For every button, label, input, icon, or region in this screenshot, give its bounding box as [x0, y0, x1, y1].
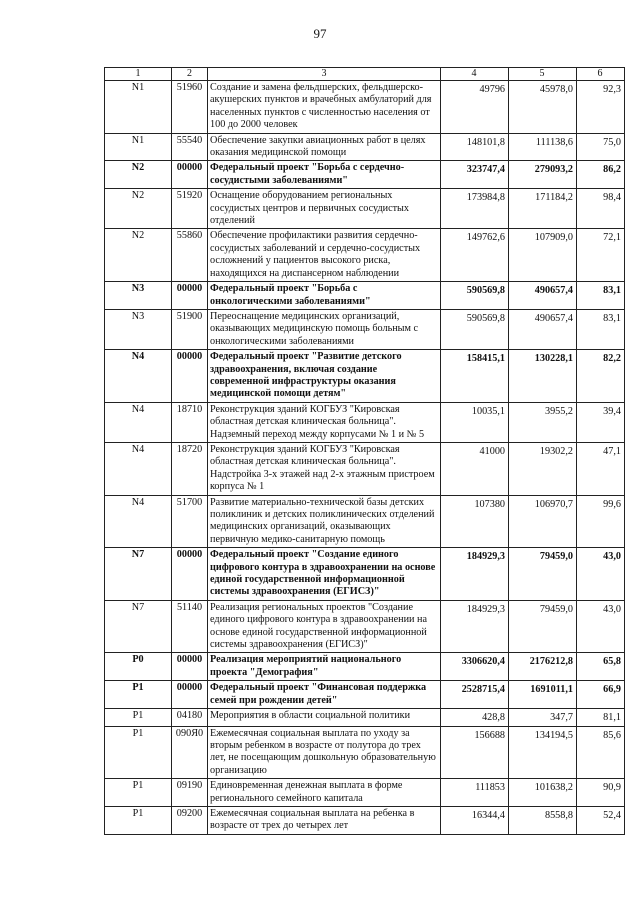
row-name: Ежемесячная социальная выплата по уходу за вторым ребенком в возрасте от полутора до трех лет, не посещающим дошкольную образовательную организацию [208, 726, 441, 779]
row-name: Развитие материально-технической базы детских поликлиник и детских поликлинических отделений медицинских организаций, оказывающих первичную медико-санитарную помощь [208, 495, 441, 548]
row-plan-value: 158415,1 [441, 350, 509, 403]
row-name: Федеральный проект "Создание единого цифрового контура в здравоохранении на основе единой государственной информационной системы здравоохранения (ЕГИСЗ)" [208, 548, 441, 601]
row-subcode: 00000 [172, 681, 208, 709]
row-subcode: 090Я0 [172, 726, 208, 779]
table-row [105, 309, 625, 349]
row-percent: 81,1 [577, 709, 625, 726]
row-actual-value: 107909,0 [509, 229, 577, 282]
row-subcode: 04180 [172, 709, 208, 726]
row-percent: 43,0 [577, 600, 625, 653]
header-row [105, 68, 625, 81]
row-actual-value: 101638,2 [509, 779, 577, 807]
row-actual-value: 106970,7 [509, 495, 577, 548]
table-row [105, 189, 625, 229]
row-plan-value: 2528715,4 [441, 681, 509, 709]
row-name: Федеральный проект "Борьба с онкологическими заболеваниями" [208, 282, 441, 310]
row-subcode: 00000 [172, 548, 208, 601]
row-percent: 65,8 [577, 653, 625, 681]
row-actual-value: 490657,4 [509, 282, 577, 310]
row-percent: 52,4 [577, 806, 625, 834]
row-plan-value: 156688 [441, 726, 509, 779]
row-name: Реализация региональных проектов "Создание единого цифрового контура в здравоохранении на основе единой государственной информационной системы здравоохранения (ЕГИСЗ)" [208, 600, 441, 653]
row-name: Федеральный проект "Борьба с сердечно-сосудистыми заболеваниями" [208, 161, 441, 189]
row-actual-value: 79459,0 [509, 600, 577, 653]
row-actual-value: 45978,0 [509, 81, 577, 134]
table-row [105, 779, 625, 807]
row-actual-value: 134194,5 [509, 726, 577, 779]
row-code: P0 [105, 653, 172, 681]
row-percent: 85,6 [577, 726, 625, 779]
row-code: N2 [105, 161, 172, 189]
row-code: N4 [105, 350, 172, 403]
row-plan-value: 49796 [441, 81, 509, 134]
row-plan-value: 173984,8 [441, 189, 509, 229]
row-actual-value: 130228,1 [509, 350, 577, 403]
row-percent: 90,9 [577, 779, 625, 807]
row-subcode: 00000 [172, 653, 208, 681]
table-body [105, 81, 625, 835]
row-percent: 92,3 [577, 81, 625, 134]
row-actual-value: 2176212,8 [509, 653, 577, 681]
row-percent: 43,0 [577, 548, 625, 601]
row-name: Федеральный проект "Развитие детского здравоохранения, включая создание современной инфраструктуры оказания медицинской помощи детям" [208, 350, 441, 403]
row-subcode: 55540 [172, 133, 208, 161]
row-code: N7 [105, 548, 172, 601]
row-percent: 83,1 [577, 309, 625, 349]
row-subcode: 18720 [172, 442, 208, 495]
table-row [105, 653, 625, 681]
row-actual-value: 3955,2 [509, 402, 577, 442]
row-subcode: 09200 [172, 806, 208, 834]
row-name: Реконструкция зданий КОГБУЗ "Кировская областная детская клиническая больница". Надземный переход между корпусами № 1 и № 5 [208, 402, 441, 442]
row-actual-value: 111138,6 [509, 133, 577, 161]
column-header: 3 [208, 68, 441, 81]
column-header: 5 [509, 68, 577, 81]
row-plan-value: 149762,6 [441, 229, 509, 282]
row-subcode: 51920 [172, 189, 208, 229]
table-row [105, 709, 625, 726]
row-plan-value: 590569,8 [441, 282, 509, 310]
row-code: P1 [105, 806, 172, 834]
table-row [105, 282, 625, 310]
row-actual-value: 279093,2 [509, 161, 577, 189]
row-subcode: 51900 [172, 309, 208, 349]
row-name: Оснащение оборудованием региональных сосудистых центров и первичных сосудистых отделений [208, 189, 441, 229]
table-row [105, 442, 625, 495]
row-code: P1 [105, 726, 172, 779]
page-number: 97 [313, 26, 327, 41]
row-subcode: 18710 [172, 402, 208, 442]
row-percent: 39,4 [577, 402, 625, 442]
row-name: Создание и замена фельдшерских, фельдшерско-акушерских пунктов и врачебных амбулаторий для населенных пунктов с численностью населения от 100 до 2000 человек [208, 81, 441, 134]
row-subcode: 00000 [172, 161, 208, 189]
row-code: N2 [105, 229, 172, 282]
row-code: N4 [105, 402, 172, 442]
row-actual-value: 347,7 [509, 709, 577, 726]
row-code: N2 [105, 189, 172, 229]
row-subcode: 51700 [172, 495, 208, 548]
row-code: P1 [105, 709, 172, 726]
row-percent: 75,0 [577, 133, 625, 161]
column-header: 2 [172, 68, 208, 81]
table-row [105, 133, 625, 161]
row-subcode: 51960 [172, 81, 208, 134]
row-code: N7 [105, 600, 172, 653]
row-subcode: 09190 [172, 779, 208, 807]
row-actual-value: 19302,2 [509, 442, 577, 495]
row-actual-value: 1691011,1 [509, 681, 577, 709]
row-plan-value: 184929,3 [441, 548, 509, 601]
table-row [105, 600, 625, 653]
row-percent: 83,1 [577, 282, 625, 310]
row-plan-value: 3306620,4 [441, 653, 509, 681]
column-header: 4 [441, 68, 509, 81]
row-percent: 98,4 [577, 189, 625, 229]
row-percent: 47,1 [577, 442, 625, 495]
row-actual-value: 171184,2 [509, 189, 577, 229]
row-name: Реконструкция зданий КОГБУЗ "Кировская областная детская клиническая больница". Надстройка 3-х этажей над 2-х этажным пристроем корпуса № 1 [208, 442, 441, 495]
row-plan-value: 16344,4 [441, 806, 509, 834]
row-plan-value: 590569,8 [441, 309, 509, 349]
row-name: Переоснащение медицинских организаций, оказывающих медицинскую помощь больным с онкологическими заболеваниями [208, 309, 441, 349]
budget-table [104, 67, 625, 835]
row-percent: 66,9 [577, 681, 625, 709]
row-code: N1 [105, 133, 172, 161]
row-percent: 86,2 [577, 161, 625, 189]
row-plan-value: 148101,8 [441, 133, 509, 161]
row-name: Единовременная денежная выплата в форме регионального семейного капитала [208, 779, 441, 807]
table-row [105, 726, 625, 779]
row-name: Ежемесячная социальная выплата на ребенка в возрасте от трех до четырех лет [208, 806, 441, 834]
row-subcode: 00000 [172, 350, 208, 403]
row-actual-value: 8558,8 [509, 806, 577, 834]
row-name: Обеспечение профилактики развития сердечно-сосудистых заболеваний и сердечно-сосудистых осложнений у пациентов высокого риска, находящихся на диспансерном наблюдении [208, 229, 441, 282]
table-row [105, 806, 625, 834]
table-row [105, 402, 625, 442]
row-name: Реализация мероприятий национального проекта "Демография" [208, 653, 441, 681]
row-code: N4 [105, 442, 172, 495]
row-plan-value: 323747,4 [441, 161, 509, 189]
row-plan-value: 107380 [441, 495, 509, 548]
row-plan-value: 428,8 [441, 709, 509, 726]
column-header: 6 [577, 68, 625, 81]
row-name: Обеспечение закупки авиационных работ в целях оказания медицинской помощи [208, 133, 441, 161]
row-code: N3 [105, 282, 172, 310]
row-code: N4 [105, 495, 172, 548]
row-code: P1 [105, 681, 172, 709]
row-actual-value: 490657,4 [509, 309, 577, 349]
row-code: P1 [105, 779, 172, 807]
table-row [105, 350, 625, 403]
table-row [105, 681, 625, 709]
row-subcode: 00000 [172, 282, 208, 310]
row-plan-value: 111853 [441, 779, 509, 807]
row-plan-value: 10035,1 [441, 402, 509, 442]
table-row [105, 229, 625, 282]
row-subcode: 51140 [172, 600, 208, 653]
row-name: Мероприятия в области социальной политики [208, 709, 441, 726]
row-plan-value: 41000 [441, 442, 509, 495]
column-header: 1 [105, 68, 172, 81]
table-row [105, 81, 625, 134]
row-percent: 99,6 [577, 495, 625, 548]
table-row [105, 495, 625, 548]
row-actual-value: 79459,0 [509, 548, 577, 601]
row-code: N3 [105, 309, 172, 349]
row-percent: 82,2 [577, 350, 625, 403]
table-row [105, 548, 625, 601]
table-row [105, 161, 625, 189]
row-subcode: 55860 [172, 229, 208, 282]
row-percent: 72,1 [577, 229, 625, 282]
row-name: Федеральный проект "Финансовая поддержка семей при рождении детей" [208, 681, 441, 709]
row-plan-value: 184929,3 [441, 600, 509, 653]
row-code: N1 [105, 81, 172, 134]
